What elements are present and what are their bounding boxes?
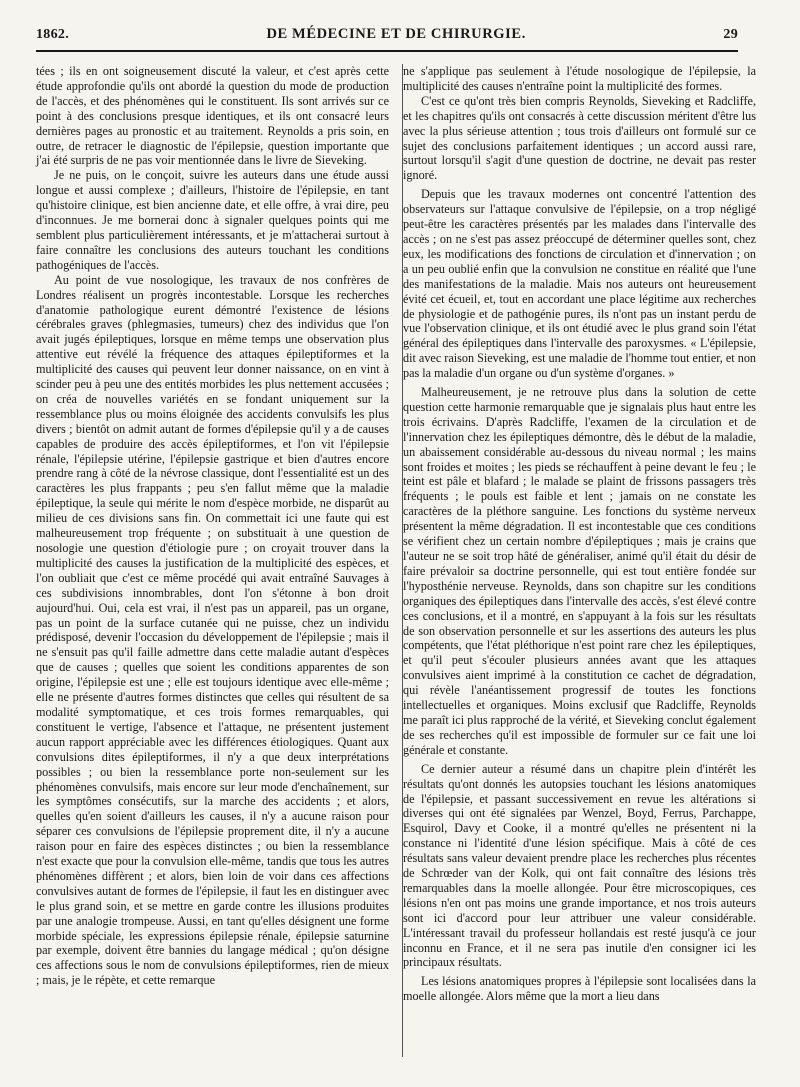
paragraph: Au point de vue nosologique, les travaux de nos confrères de Londres réalisent un progrès incontestable. Lorsque les recherches d'anatomie pathologique eurent démontré l'existence de lésions cérébrales graves (phlegmasies, tumeurs) chez des individus que l'on avait jugés épileptiques, lorsque en même temps une observation plus attentive eut révélé la fréquence des attaques épileptiformes et la multiplicité des causes qui peuvent leur donner naissance, on en vint à scinder peu à peu une des entités morbides les plus nettement accusées ; on créa de nouvelles variétés en se fondant uniquement sur la ressemblance plus ou moins éloignée des accidents convulsifs les plus divers ; bientôt on admit autant de formes d'épilepsie qu'il y a de causes capables de produire des accès épileptiformes, et l'on vit l'épilepsie rénale, l'épilepsie utérine, l'épilepsie gastrique et bien d'autres encore prendre rang à côté de la névrose classique, dont l'essentialité est un des caractères les plus frappants ; peu s'en fallut même que la maladie épileptique, la seule qui mérite le nom d'espèce morbide, ne disparût au milieu de ces divisions sans fin. On commettait ici une faute qui est malheureusement trop fréquente ; on substituait à une question de nosologie une question d'étiologie pure ; on croyait trouver dans la multiplicité des causes la justification de la multiplicité des espèces, et l'on oubliait que c'est ce même procédé qui avait entraîné Sauvages à ces subdivisions innombrables, dont l'on s'étonne à bon droit aujourd'hui. Oui, cela est vrai, il n'est pas un appareil, pas un organe, pas un point de la surface cutanée qui ne puisse, chez un individu prédisposé, devenir l'occasion du développement de l'épilepsie ; mais il ne s'ensuit pas qu'il faille admettre dans cette maladie autant d'espèces que de causes ; quelles que soient les conditions apparentes de son origine, l'épilepsie est une ; elle est toujours identique avec elle-même ; elle ne présente d'autres formes distinctes que celles qui résultent de sa modalité symptomatique, et ces trois formes remarquables, qui constituent le vertige, l'absence et l'attaque, ne présentent justement aucun rapport appréciable avec les différences étiologiques. Quant aux convulsions dites épileptiformes, il n'y a que deux interprétations possibles ; ou bien la ressemblance porte non-seulement sur les phénomènes convulsifs, mais encore sur leur mode d'enchaînement, sur les symptômes consécutifs, sur la marche des accidents ; et alors, quelles qu'en soient d'ailleurs les causes, il n'y a aucune raison pour séparer ces convulsions de l'épilepsie proprement dite, il n'y a aucune raison pour en faire des espèces distinctes ; ou bien la ressemblance n'est exacte que pour la convulsion elle-même, tandis que tous les autres phénomènes diffèrent ; et alors, bien loin de voir dans ces affections convulsives autant de formes de l'épilepsie, il faut les en distinguer avec le plus grand soin, et se mettre en garde contre les illusions produites par une analogie trompeuse. Aussi, en tant qu'elles désignent une forme morbide spéciale, les expressions épilepsie rénale, épilepsie saturnine par exemple, doivent être bannies du langage médical ; qu'on désigne ces affections sous le nom de convulsions épileptiformes, rien de mieux ; mais, je le répète, et cette remarque (36, 272, 389, 988)
paragraph: tées ; ils en ont soigneusement discuté la valeur, et c'est après cette étude approfondie qu'ils ont abordé la question du mode de production de l'accès, et des phénomènes qui le constituent. Ils sont arrivés sur ce point à des conclusions presque identiques, et ils ont consacré leurs dernières pages au pronostic et au traitement. Reynolds a pris soin, en outre, de retracer le diagnostic de l'épilepsie, question importante que j'ai été surpris de ne pas voir mentionnée dans le livre de Sieveking. (36, 64, 389, 168)
paragraph: Les lésions anatomiques propres à l'épilepsie sont localisées dans la moelle allongée. Alors même que la mort a lieu dans (403, 974, 756, 1004)
right-column (403, 64, 756, 1077)
column-divider (402, 64, 403, 1057)
running-header (36, 26, 738, 48)
paragraph: Je ne puis, on le conçoit, suivre les auteurs dans une étude aussi longue et aussi complexe ; d'ailleurs, l'histoire de l'épilepsie, en tant qu'histoire clinique, est bien ancienne date, et elle offre, à vrai dire, peu d'inconnues. Je me bornerai donc à signaler quelques points qui me semblent plus particulièrement intéressants, et je m'attacherai surtout à faire connaître les conclusions des auteurs touchant les conditions pathogéniques de l'accès. (36, 168, 389, 272)
header-rule (36, 50, 738, 52)
paragraph: Ce dernier auteur a résumé dans un chapitre plein d'intérêt les résultats qu'ont donnés les autopsies touchant les lésions anatomiques de l'épilepsie, et passant successivement en revue les altérations si diverses qui ont été signalées par Wenzel, Boyd, Ferrus, Parchappe, Esquirol, Davy et Cooke, il a montré qu'elles ne présentent ni la constance ni l'identité d'une lésion spécifique. Mais à côté de ces résultats sans valeur devaient prendre place les recherches plus récentes de Schrœder van der Kolk, qui ont fait connaître des lésions très remarquables dans la moelle allongée. Pour être microscopiques, ces lésions n'en ont pas moins une grande importance, et nos trois auteurs sont ici d'accord pour leur attribuer une valeur considérable. L'intéressant travail du professeur hollandais est resté jusqu'à ce jour inconnu en France, et il ne sera pas inutile d'en consigner ici les principaux résultats. (403, 761, 756, 970)
left-column (36, 64, 389, 1077)
paragraph: ne s'applique pas seulement à l'étude nosologique de l'épilepsie, la multiplicité des causes n'entraîne point la multiplicité des formes. (403, 64, 756, 93)
header-title: DE MÉDECINE ET DE CHIRURGIE. (266, 26, 526, 42)
page-number: 29 (723, 27, 738, 42)
header-year: 1862. (36, 27, 69, 42)
paragraph: Depuis que les travaux modernes ont concentré l'attention des observateurs sur l'attaque convulsive de l'épilepsie, on a trop négligé peut-être les caractères présentés par les malades dans l'intervalle des accès ; on ne s'est pas assez préoccupé de déterminer quelles sont, chez eux, les modifications des fonctions de circulation et d'innervation ; on a un peu oublié enfin que la convulsion ne constitue en réalité que l'une des manifestations de la maladie. Mais nos auteurs ont heureusement évité cet écueil, et, tout en accordant une place légitime aux recherches de physiologie et de pathogénie pures, ils n'ont pas un instant perdu de vue l'observation clinique, et ils ont étudié avec le plus grand soin l'état général des épileptiques dans l'intervalle des paroxysmes. « L'épilepsie, dit avec raison Sieveking, est une maladie de l'homme tout entier, et non pas la maladie d'un organe ou d'un système d'organes. » (403, 187, 757, 381)
paragraph: C'est ce qu'ont très bien compris Reynolds, Sieveking et Radcliffe, et les chapitres qu'ils ont consacrés à cette discussion méritent d'être lus avec la plus sérieuse attention ; tous trois d'ailleurs ont formulé sur ce sujet des conclusions parfaitement identiques ; un accord aussi rare, surtout lorsqu'il s'agit d'une question de doctrine, ne devait pas rester ignoré. (403, 93, 756, 183)
paragraph: Malheureusement, je ne retrouve plus dans la solution de cette question cette harmonie remarquable que je signalais plus haut entre les trois écrivains. D'après Radcliffe, l'examen de la circulation et de l'innervation chez les épileptiques démontre, dès le début de la maladie, un abaissement considérable au-dessous du niveau normal ; les mains sont froides et moites ; les pieds se réchauffent à peine devant le feu ; le teint est pâle et blafard ; le malade se plaint de frissons passagers très fréquents ; le pouls est faible et lent ; jamais on ne constate les caractères de la pléthore sanguine. Les fonctions du système nerveux présentent la même dégradation. Il est incontestable que ces conditions se vérifient chez un certain nombre d'épileptiques ; mais je crains que l'auteur ne se soit trop hâté de généraliser, animé qu'il était du désir de faire prévaloir sa doctrine personnelle, qui est tout entière fondée sur l'hyposthénie nerveuse. Reynolds, dans son chapitre sur les conditions organiques des épileptiques dans l'intervalle des accès, s'est élevé contre ces conclusions, et il a montré, en s'appuyant à la fois sur les résultats de son observation personnelle et sur les assertions des auteurs les plus compétents, que l'état pléthorique n'est point rare chez les épileptiques, et qu'il peut s'écouler plusieurs années avant que les attaques convulsives aient imprimé à la constitution ce cachet de dégradation, qui révèle l'anéantissement progressif de toutes les fonctions intellectuelles et organiques. Moins exclusif que Radcliffe, Reynolds me paraît ici plus rapproché de la vérité, et Sieveking conclut également de ses recherches qu'il est impossible de formuler sur ce fait une loi générale et constante. (403, 385, 756, 757)
text-columns (36, 64, 756, 1077)
